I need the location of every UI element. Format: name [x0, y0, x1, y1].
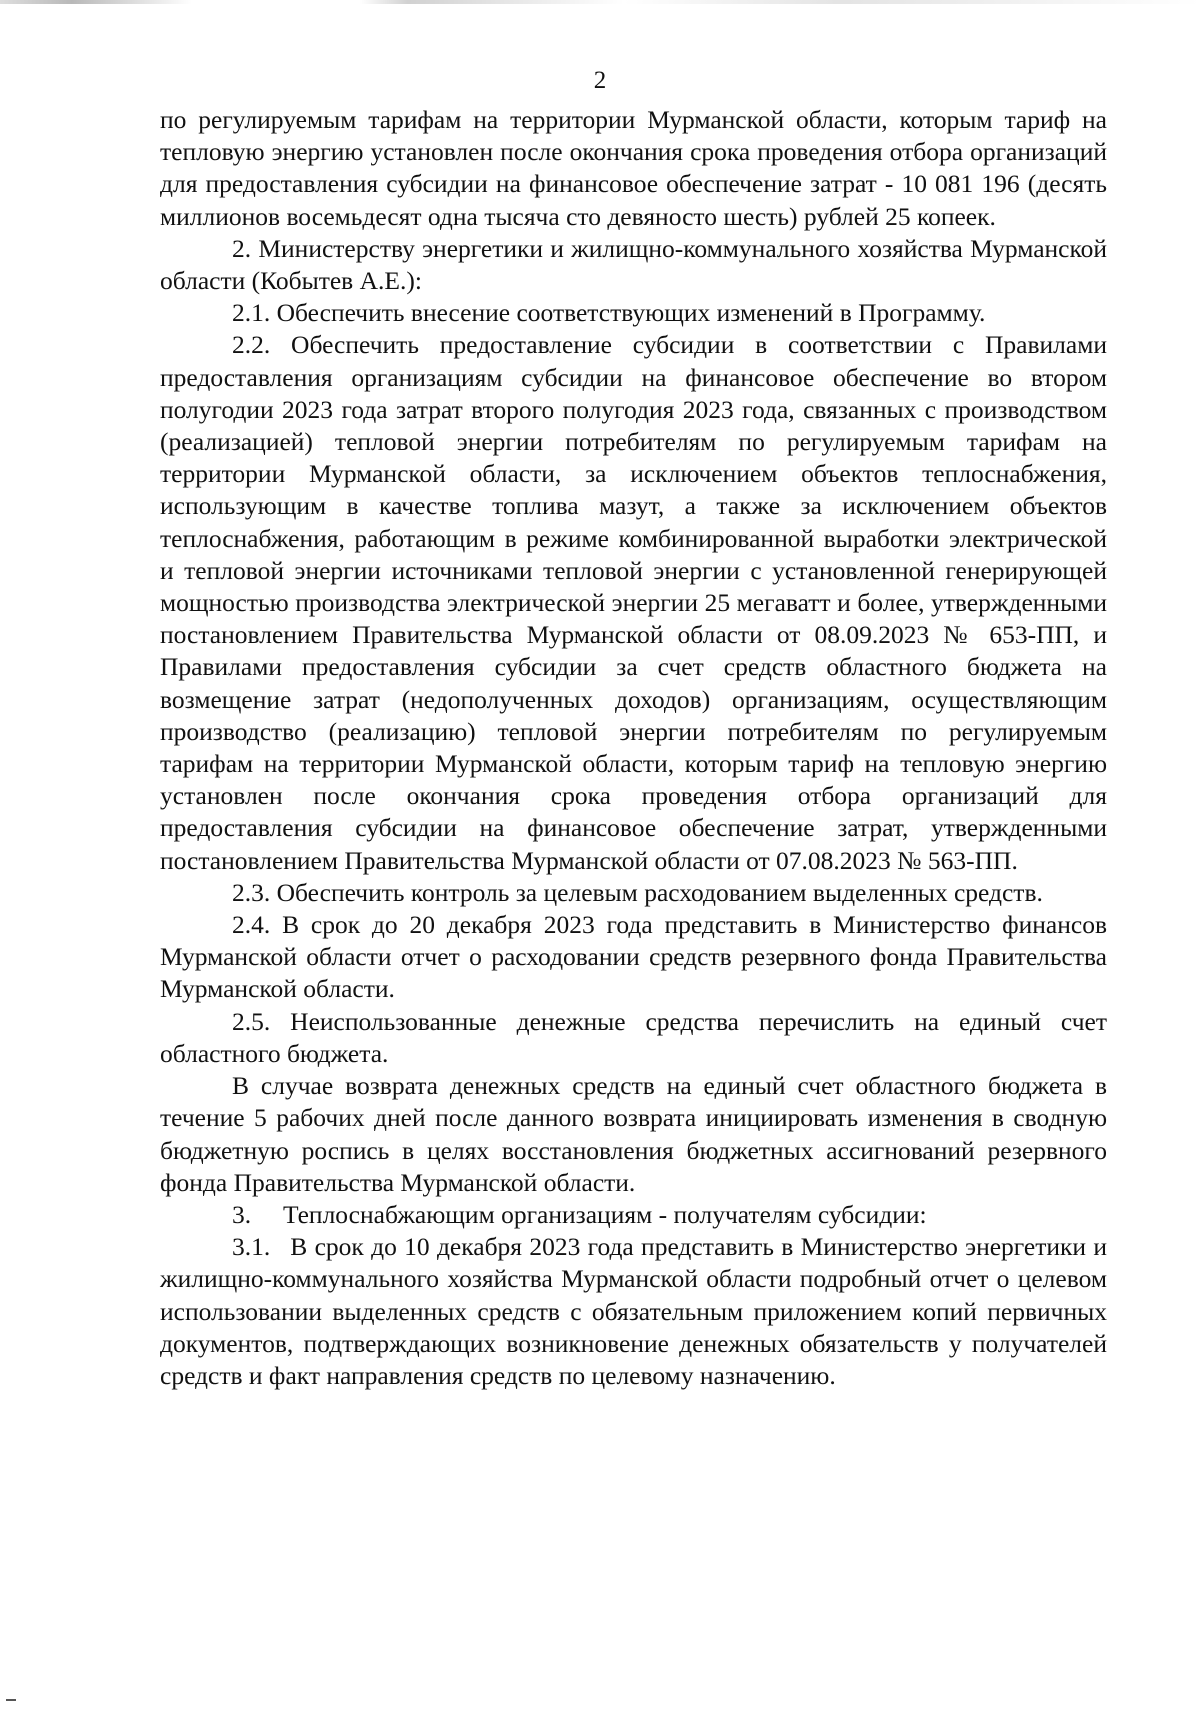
- scan-mark: [6, 1699, 16, 1701]
- paragraph-3-1: 3.1. В срок до 10 декабря 2023 года представить в Министерство энергетики и жилищно-коммунального хозяйства Мурманской области подробный отчет о целевом использовании выделенных средств с обязательным приложением копий первичных документов, подтверждающих возникновение денежных обязательств у получателей средств и факт направления средств по целевому назначению.: [160, 1232, 1107, 1390]
- paragraph-2-1: 2.1. Обеспечить внесение соответствующих изменений в Программу.: [232, 298, 986, 328]
- paragraph-2-4: 2.4. В срок до 20 декабря 2023 года представить в Министерство финансов Мурманской области отчет о расходовании средств резервного фонда Правительства Мурманской области.: [160, 910, 1107, 1004]
- scan-edge-artifact: [0, 0, 1200, 4]
- paragraph-2-ministry: 2. Министерству энергетики и жилищно-коммунального хозяйства Мурманской области (Кобытев А.Е.):: [160, 233, 1107, 296]
- document-body: [160, 104, 1107, 1392]
- paragraph-2-3: 2.3. Обеспечить контроль за целевым расходованием выделенных средств.: [232, 877, 1043, 907]
- paragraph-2-5: 2.5. Неиспользованные денежные средства перечислить на единый счет областного бюджета.: [160, 1006, 1107, 1068]
- page-number: 2: [593, 67, 607, 94]
- paragraph-3: 3. Теплоснабжающим организациям - получателям субсидии:: [232, 1199, 927, 1229]
- paragraph-refund-case: В случае возврата денежных средств на единый счет областного бюджета в течение 5 рабочих дней после данного возврата инициировать изменения в сводную бюджетную роспись в целях восстановления бюджетных ассигнований резервного фонда Правительства Мурманской области.: [160, 1071, 1107, 1197]
- paragraph-2-2: 2.2. Обеспечить предоставление субсидии в соответствии с Правилами предоставления организациям субсидии на финансовое обеспечение во втором полугодии 2023 года затрат второго полугодия 2023 года, связанных с производством (реализацией) тепловой энергии потребителям по регулируемым тарифам на территории Мурманской области, за исключением объектов теплоснабжения, использующим в качестве топлива мазут, а также за исключением объектов теплоснабжения, работающим в режиме комбинированной выработки электрической и тепловой энергии источниками тепловой энергии с установленной генерирующей мощностью производства электрической энергии 25 мегаватт и более, утвержденными постановлением Правительства Мурманской области от 08.09.2023 № 653-ПП, и Правилами предоставления субсидии за счет средств областного бюджета на возмещение затрат (недополученных доходов) организациям, осуществляющим производство (реализацию) тепловой энергии потребителям по регулируемым тарифам на территории Мурманской области, которым тариф на тепловую энергию установлен после окончания срока проведения отбора организаций для предоставления субсидии на финансовое обеспечение затрат, утвержденными постановлением Правительства Мурманской области от 07.08.2023 № 563-ПП.: [160, 330, 1107, 875]
- paragraph-tariffs-continuation: по регулируемым тарифам на территории Мурманской области, которым тариф на тепловую энергию установлен после окончания срока проведения отбора организаций для предоставления субсидии на финансовое обеспечение затрат - 10 081 196 (десять миллионов восемьдесят одна тысяча сто девяносто шесть) рублей 25 копеек.: [160, 105, 1107, 231]
